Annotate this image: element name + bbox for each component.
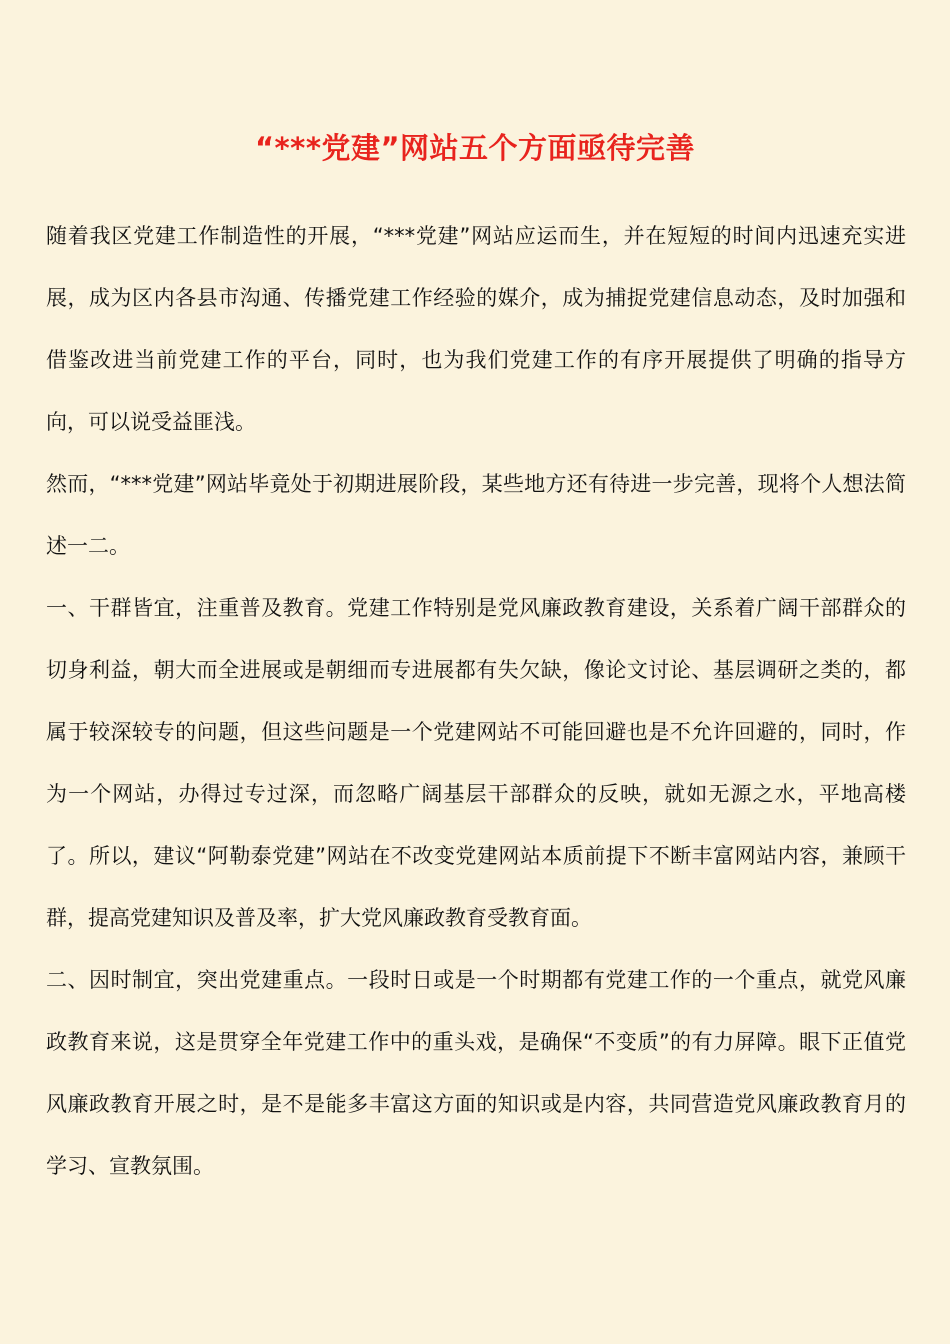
paragraph-point-two: 二、因时制宜，突出党建重点。一段时日或是一个时期都有党建工作的一个重点，就党风廉政教育来说，这是贯穿全年党建工作中的重头戏，是确保“不变质”的有力屏障。眼下正值党风廉政教育开展之时，是不是能多丰富这方面的知识或是内容，共同营造党风廉政教育月的学习、宣教氛围。: [46, 968, 906, 1178]
document-title: “***党建”网站五个方面亟待完善: [254, 131, 696, 165]
paragraph-intro: 随着我区党建工作制造性的开展，“***党建”网站应运而生，并在短短的时间内迅速充实进展，成为区内各县市沟通、传播党建工作经验的媒介，成为捕捉党建信息动态，及时加强和借鉴改进当前党建工作的平台，同时，也为我们党建工作的有序开展提供了明确的指导方向，可以说受益匪浅。: [46, 224, 906, 434]
document-body: [46, 205, 906, 1197]
paragraph-point-one: 一、干群皆宜，注重普及教育。党建工作特别是党风廉政教育建设，关系着广阔干部群众的切身利益，朝大而全进展或是朝细而专进展都有失欠缺，像论文讨论、基层调研之类的，都属于较深较专的问题，但这些问题是一个党建网站不可能回避也是不允许回避的，同时，作为一个网站，办得过专过深，而忽略广阔基层干部群众的反映，就如无源之水，平地高楼了。所以，建议“阿勒泰党建”网站在不改变党建网站本质前提下不断丰富网站内容，兼顾干群，提高党建知识及普及率，扩大党风廉政教育受教育面。: [46, 596, 906, 930]
paragraph-transition: 然而，“***党建”网站毕竟处于初期进展阶段，某些地方还有待进一步完善，现将个人想法简述一二。: [46, 472, 906, 558]
